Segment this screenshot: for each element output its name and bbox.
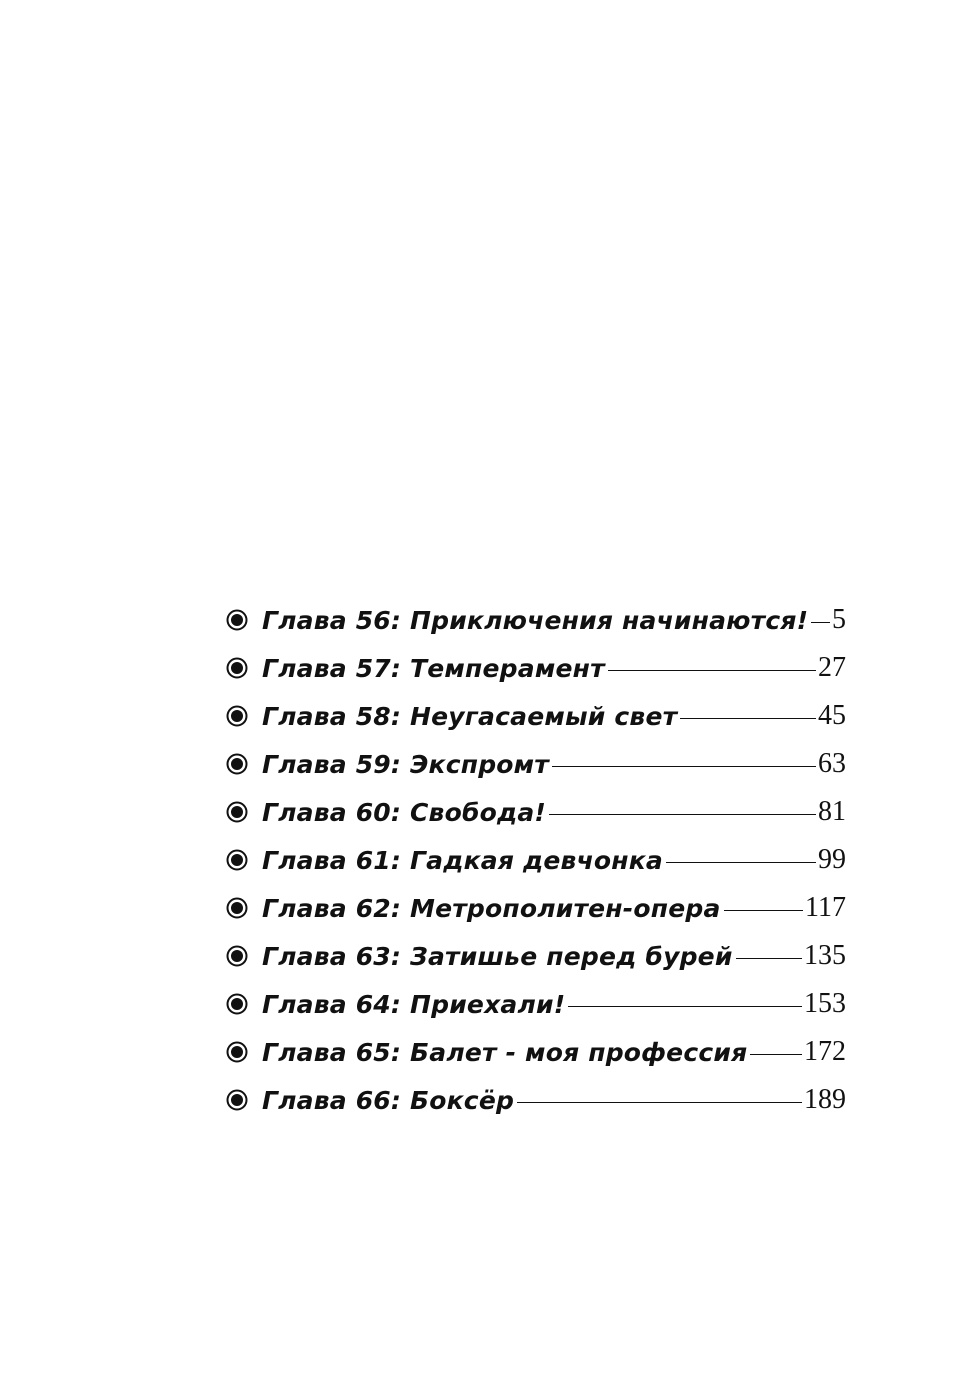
toc-entry [226,1028,846,1076]
toc-entry [226,740,846,788]
page-number: 81 [818,796,846,827]
toc-entry [226,788,846,836]
chapter-title: Глава 61: Гадкая девчонка [262,845,663,875]
page-number: 63 [818,748,846,779]
toc-entry [226,836,846,884]
bullet-icon [226,801,248,823]
page-number: 153 [804,988,846,1019]
chapter-title: Глава 65: Балет - моя профессия [262,1037,748,1067]
leader-line [724,910,804,911]
chapter-title: Глава 63: Затишье перед бурей [262,941,733,971]
leader-line [517,1102,802,1103]
leader-line [608,670,816,671]
leader-line [549,814,816,815]
bullet-icon [226,993,248,1015]
toc-entry [226,980,846,1028]
toc-entry [226,644,846,692]
page-number: 45 [818,700,846,731]
page-number: 189 [804,1084,846,1115]
table-of-contents [226,596,846,1124]
bullet-icon [226,1089,248,1111]
page-number: 135 [804,940,846,971]
chapter-title: Глава 57: Темперамент [262,653,605,683]
page-number: 172 [804,1036,846,1067]
bullet-icon [226,897,248,919]
chapter-title: Глава 59: Экспромт [262,749,549,779]
bullet-icon [226,945,248,967]
leader-line [568,1006,802,1007]
bullet-icon [226,705,248,727]
page-number: 5 [832,604,846,635]
chapter-title: Глава 56: Приключения начинаются! [262,605,809,635]
leader-line [811,622,830,623]
toc-entry [226,596,846,644]
leader-line [736,958,802,959]
chapter-title: Глава 60: Свобода! [262,797,547,827]
leader-line [680,718,816,719]
chapter-title: Глава 66: Боксёр [262,1085,515,1115]
chapter-title: Глава 62: Метрополитен-опера [262,893,721,923]
bullet-icon [226,1041,248,1063]
bullet-icon [226,609,248,631]
bullet-icon [226,657,248,679]
page-number: 27 [818,652,846,683]
bullet-icon [226,849,248,871]
page-number: 99 [818,844,846,875]
leader-line [750,1054,802,1055]
toc-entry [226,932,846,980]
toc-entry [226,884,846,932]
toc-entry [226,1076,846,1124]
page-number: 117 [805,892,846,923]
chapter-title: Глава 64: Приехали! [262,989,566,1019]
leader-line [666,862,816,863]
leader-line [552,766,816,767]
bullet-icon [226,753,248,775]
toc-entry [226,692,846,740]
chapter-title: Глава 58: Неугасаемый свет [262,701,678,731]
